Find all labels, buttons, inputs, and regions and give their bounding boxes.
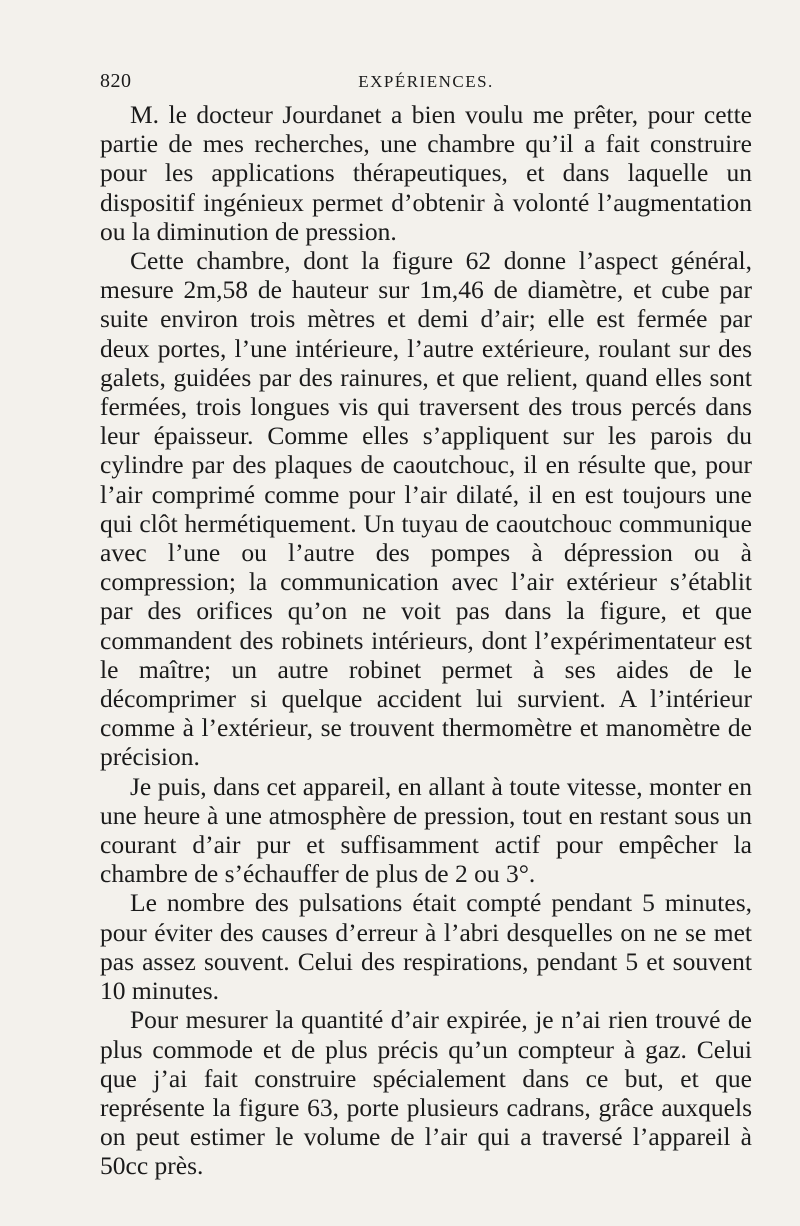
page-number: 820	[100, 70, 132, 92]
paragraph: Je puis, dans cet appareil, en allant à toute vitesse, monter en une heure à une atmosphère de pression, tout en restant sous un courant d’air pur et suffisamment actif pour empêcher la chambre de s’échauffer de plus de 2 ou 3°.	[100, 771, 752, 889]
paragraph: M. le docteur Jourdanet a bien voulu me prêter, pour cette partie de mes recherches, une chambre qu’il a fait construire pour les applications thérapeutiques, et dans laquelle un dispositif ingénieux permet d’obtenir à volonté l’augmentation ou la diminution de pression.	[100, 100, 752, 246]
body-text	[100, 100, 752, 1181]
paragraph: Pour mesurer la quantité d’air expirée, je n’ai rien trouvé de plus commode et de plus précis qu’un compteur à gaz. Celui que j’ai fait construire spécialement dans ce but, et que représente la figure 63, porte plusieurs cadrans, grâce auxquels on peut estimer le volume de l’air qui a traversé l’appareil à 50cc près.	[100, 1005, 752, 1181]
paragraph: Le nombre des pulsations était compté pendant 5 minutes, pour éviter des causes d’erreur à l’abri desquelles on ne se met pas assez souvent. Celui des respirations, pendant 5 et souvent 10 minutes.	[100, 888, 752, 1006]
page-header	[100, 70, 752, 98]
paragraph: Cette chambre, dont la figure 62 donne l’aspect général, mesure 2m,58 de hauteur sur 1m,46 de diamètre, et cube par suite environ trois mètres et demi d’air; elle est fermée par deux portes, l’une intérieure, l’autre extérieure, roulant sur des galets, guidées par des rainures, et que relient, quand elles sont fermées, trois longues vis qui traversent des trous percés dans leur épaisseur. Comme elles s’appliquent sur les parois du cylindre par des plaques de caoutchouc, il en résulte que, pour l’air comprimé comme pour l’air dilaté, il en est toujours une qui clôt hermétiquement. Un tuyau de caoutchouc communique avec l’une ou l’autre des pompes à dépression ou à compression; la communication avec l’air extérieur s’établit par des orifices qu’on ne voit pas dans la figure, et que commandent des robinets intérieurs, dont l’expérimentateur est le maître; un autre robinet permet à ses aides de le décomprimer si quelque accident lui survient. A l’intérieur comme à l’extérieur, se trouvent thermomètre et manomètre de précision.	[100, 246, 752, 772]
running-title: EXPÉRIENCES.	[358, 72, 494, 91]
